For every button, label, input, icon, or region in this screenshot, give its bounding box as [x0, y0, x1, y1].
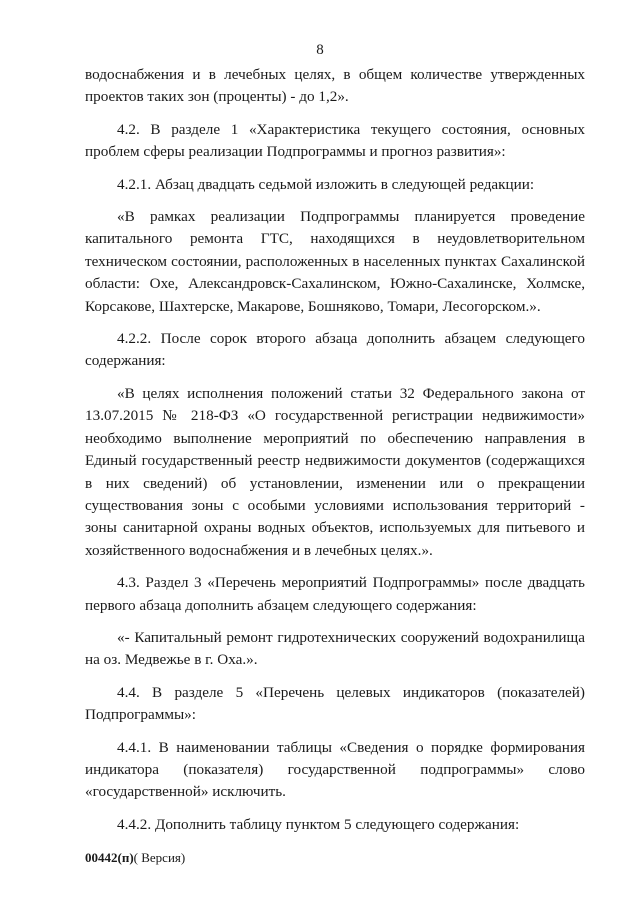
paragraph: 4.2. В разделе 1 «Характеристика текущего состояния, основных проблем сферы реализации Подпрограммы и прогноз развития»: — [85, 120, 585, 161]
paragraph: 4.2.1. Абзац двадцать седьмой изложить в следующей редакции: — [117, 175, 535, 193]
document-body — [85, 64, 585, 846]
document-footer — [85, 850, 185, 866]
paragraph: 4.4.2. Дополнить таблицу пунктом 5 следующего содержания: — [117, 815, 520, 833]
paragraph: «В рамках реализации Подпрограммы планируется проведение капитального ремонта ГТС, находящихся в неудовлетворительном техническом состоянии, расположенных в населенных пунктах Сахалинской области: Охе, Александровск-Сахалинском, Южно-Сахалинске, Холмске, Корсакове, Шахтерске, Макарове, Бошняково, Томари, Лесогорском.». — [85, 208, 585, 315]
paragraph: водоснабжения и в лечебных целях, в общем количестве утвержденных проектов таких зон (проценты) - до 1,2». — [85, 66, 585, 106]
page-number: 8 — [316, 42, 324, 58]
document-code: 00442(п) — [85, 850, 134, 865]
document-version: ( Версия) — [133, 850, 186, 865]
paragraph: 4.2.2. После сорок второго абзаца дополнить абзацем следующего содержания: — [85, 330, 585, 370]
paragraph: «В целях исполнения положений статьи 32 Федерального закона от 13.07.2015 № 218-ФЗ «О государственной регистрации недвижимости» необходимо выполнение мероприятий по обеспечению направления в Единый государственный реестр недвижимости документов (содержащихся в них сведений) об установлении, изменении или о прекращении существования зоны с особыми условиями использования территорий - зоны санитарной охраны водных объектов, используемых для питьевого и хозяйственного водоснабжения и в лечебных целях.». — [85, 384, 585, 559]
paragraph: «- Капитальный ремонт гидротехнических сооружений водохранилища на оз. Медвежье в г. Оха.». — [85, 628, 585, 669]
paragraph: 4.4.1. В наименовании таблицы «Сведения о порядке формирования индикатора (показателя) государственной подпрограммы» слово «государственной» исключить. — [85, 738, 585, 801]
paragraph: 4.4. В разделе 5 «Перечень целевых индикаторов (показателей) Подпрограммы»: — [85, 683, 585, 724]
paragraph: 4.3. Раздел 3 «Перечень мероприятий Подпрограммы» после двадцать первого абзаца дополнить абзацем следующего содержания: — [85, 574, 585, 614]
